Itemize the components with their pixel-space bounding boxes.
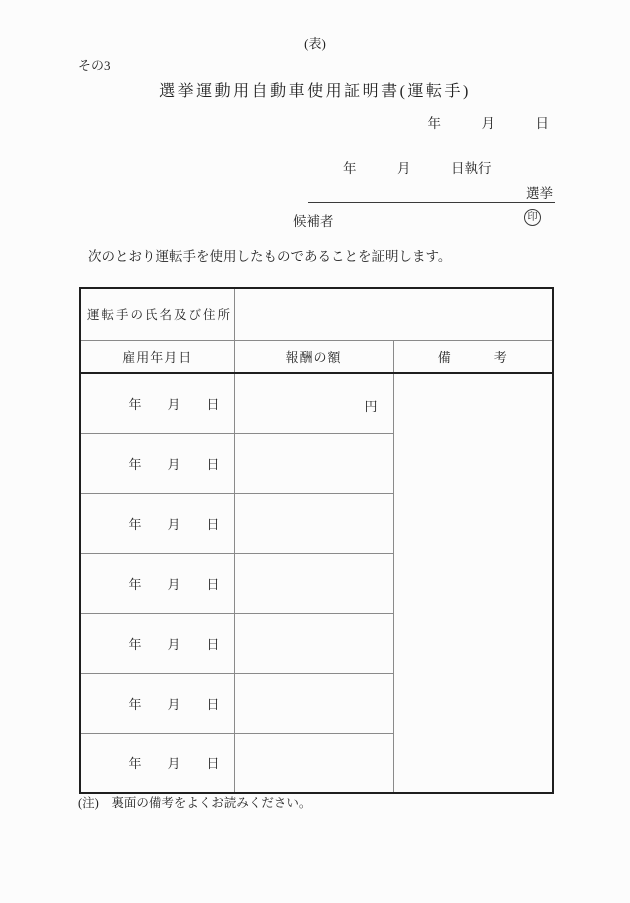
- driver-usage-table: [79, 287, 554, 794]
- table-header-row: [80, 340, 553, 373]
- employment-date-cell: 年 月 日: [80, 373, 234, 433]
- page-title: 選挙運動用自動車使用証明書(運転手): [159, 83, 471, 100]
- employment-date-cell: 年 月 日: [80, 433, 234, 493]
- candidate-label: 候補者: [293, 214, 334, 229]
- election-label: 選挙: [526, 186, 553, 201]
- remuneration-cell: [234, 373, 393, 433]
- remarks-cell: [393, 373, 553, 793]
- employment-date-cell: 年 月 日: [80, 553, 234, 613]
- form-number: その3: [78, 58, 111, 73]
- yen-label: 円: [364, 398, 378, 414]
- driver-name-address-value-cell: [234, 288, 553, 340]
- employment-date-cell: 年 月 日: [80, 733, 234, 793]
- certificate-date-line: 年 月 日: [427, 116, 549, 131]
- col-header-employment-date: 雇用年月日: [80, 340, 234, 373]
- remuneration-cell: [234, 613, 393, 673]
- note-text: (注) 裏面の備考をよくお読みください。: [78, 796, 312, 810]
- remuneration-cell: [234, 553, 393, 613]
- election-execution-date-line: 年 月 日執行: [343, 161, 492, 176]
- employment-date-cell: 年 月 日: [80, 493, 234, 553]
- employment-date-cell: 年 月 日: [80, 673, 234, 733]
- remuneration-cell: [234, 433, 393, 493]
- remuneration-cell: [234, 733, 393, 793]
- driver-name-address-row: [80, 288, 553, 340]
- driver-name-address-label: 運転手の氏名及び住所: [80, 288, 234, 340]
- col-header-remarks: 備 考: [393, 340, 553, 373]
- remuneration-cell: [234, 673, 393, 733]
- remuneration-cell: [234, 493, 393, 553]
- certification-statement: 次のとおり運転手を使用したものであることを証明します。: [88, 249, 452, 264]
- seal-mark-icon: 印: [524, 209, 541, 226]
- table-row: [80, 373, 553, 433]
- employment-date-cell: 年 月 日: [80, 613, 234, 673]
- election-name-underline: [308, 185, 555, 203]
- side-label: (表): [304, 36, 326, 51]
- col-header-remuneration: 報酬の額: [234, 340, 393, 373]
